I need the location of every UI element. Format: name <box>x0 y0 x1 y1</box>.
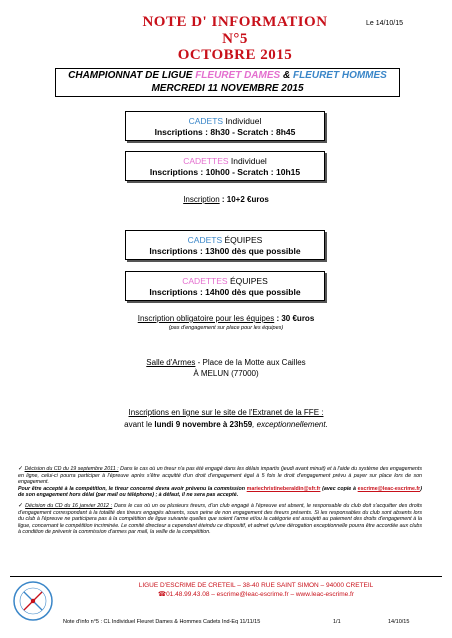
venue-name: Salle d'Armes <box>146 358 196 367</box>
online-deadline: lundi 9 novembre à 23h59 <box>154 420 253 429</box>
footer-doc-line <box>63 619 443 625</box>
box-type: ÉQUIPES <box>227 276 268 286</box>
box-cadets-individuel <box>125 111 325 141</box>
online-suffix: , exceptionnellement. <box>252 420 328 429</box>
box-cat: CADETTES <box>182 276 228 286</box>
footer-divider <box>10 576 442 577</box>
online-prefix: avant le <box>124 420 155 429</box>
footer-date: 14/10/15 <box>388 619 410 625</box>
title-line-1: NOTE D' INFORMATION <box>142 14 328 30</box>
inscription-label: Inscription <box>183 195 220 204</box>
footer-doc: Note d'info n°5 : CL Individuel Fleuret Dames & Hommes Cadets Ind-Eq 11/11/15 <box>63 619 261 625</box>
check-icon: ✓ <box>18 466 24 472</box>
venue-line-2: À MELUN (77000) <box>193 369 259 378</box>
box-detail: Inscriptions : 8h30 - Scratch : 8h45 <box>154 127 296 137</box>
inscription-teams-label: Inscription obligatoire pour les équipes <box>137 314 275 323</box>
inscription-teams <box>0 314 452 323</box>
champ-amp: & <box>280 70 293 81</box>
venue-line-1 <box>0 358 452 367</box>
online-line-1 <box>0 408 452 417</box>
box-detail: Inscriptions : 13h00 dès que possible <box>149 246 301 256</box>
box-type: Individuel <box>228 156 267 166</box>
box-cadets-equipes <box>125 230 325 260</box>
title-line-3: OCTOBRE 2015 <box>177 47 293 63</box>
inscription-teams-value: : 30 €uros <box>274 314 315 323</box>
league-logo-icon <box>12 580 54 622</box>
inscription-individual <box>0 195 452 204</box>
email-link-escrime[interactable]: escrime@leac-escrime.fr <box>357 485 421 492</box>
champ-fleuret-hommes: FLEURET HOMMES <box>292 70 387 81</box>
note-2 <box>18 503 422 536</box>
box-cat: CADETS <box>187 235 223 245</box>
champ-fleuret-dames: FLEURET DAMES <box>195 70 281 81</box>
box-type: ÉQUIPES <box>222 235 263 245</box>
box-cadettes-individuel <box>125 151 325 181</box>
box-detail: Inscriptions : 14h00 dès que possible <box>149 287 301 297</box>
box-type: Individuel <box>223 116 262 126</box>
check-icon: ✓ <box>18 502 24 509</box>
box-cat: CADETTES <box>183 156 229 166</box>
champ-prefix: CHAMPIONNAT DE LIGUE <box>68 70 196 81</box>
header-date: Le 14/10/15 <box>366 20 403 27</box>
inscription-value: : 10+2 €uros <box>219 195 269 204</box>
footer-contact: ☎01.48.99.43.08 – escrime@leac-escrime.fr – www.leac-escrime.fr <box>157 591 355 598</box>
championship-banner <box>55 68 400 97</box>
box-cadettes-equipes <box>125 271 325 301</box>
note-2-text: Dans le cas où un ou plusieurs tireurs, d'un club engagé à l'épreuve est absent, le responsable du club doit s'acquitter des droits d'engagement correspondant à la totalité des tireurs engagés absents, sous peine de non engagement des tireurs présents. Si les responsables du club sont absents lors du club à l'épreuve ne participera pas à la compétition de ligue suivante quelles que soient l'arme et/ou la catégorie est assujetti au paiement des droits d'engagement à la ligue, concernant le compétition incriminée. Le comité directeur a cependant éteindu ce dispositif, et admet qu'une dérogation exceptionnelle pourra être accordée aux clubs à condition de prévenir la commission d'armes par mail, la veille de la compétition. <box>18 502 422 536</box>
email-link-commission[interactable]: mariechristineberaldin@sfr.fr <box>246 485 321 492</box>
box-cat: CADETS <box>188 116 224 126</box>
note-1-text: Dans le cas où un tireur n'a pas été engagé dans les délais impartis (jeudi avant minuit) et à l'aide du système des engagements en ligne, celui-ci pourra participer à l'épreuve après s'être acquitté d'un droit d'engagement égal à 5 fois le droit d'engagement prévu à payer sur place lors de son engagement. <box>18 466 422 486</box>
note-1-text-2: Pour être accepté à la compétition, le tireur concerné devra avoir prévenu la commission <box>18 485 247 492</box>
box-detail: Inscriptions : 10h00 - Scratch : 10h15 <box>149 167 301 177</box>
note-1-title: Décision du CD du 19 septembre 2011 : <box>24 466 119 472</box>
champ-date: MERCREDI 11 NOVEMBRE 2015 <box>151 83 304 94</box>
note-1 <box>18 466 422 499</box>
online-line-2 <box>0 420 452 429</box>
note-1-text-3: (avec copie à <box>320 485 358 492</box>
inscription-teams-note: (pas d'engagement sur place pour les équipes) <box>168 325 284 331</box>
note-2-title: Décision du CD du 16 janvier 2012 : <box>25 502 113 509</box>
title-line-2: N°5 <box>222 31 248 47</box>
footer-address: LIGUE D'ESCRIME DE CRETEIL – 38-40 RUE SAINT SIMON – 94000 CRETEIL <box>138 582 374 589</box>
note-1-text-4: ) de son engagement hors délai (par mail ou téléphone) ; à défaut, il ne sera pas accepté. <box>18 485 423 499</box>
footer-page: 1/1 <box>333 619 341 625</box>
online-text: Inscriptions en ligne sur le site de l'Extranet de la FFE : <box>128 408 324 417</box>
venue-address: - Place de la Motte aux Cailles <box>195 358 306 367</box>
notes-section <box>18 466 422 540</box>
